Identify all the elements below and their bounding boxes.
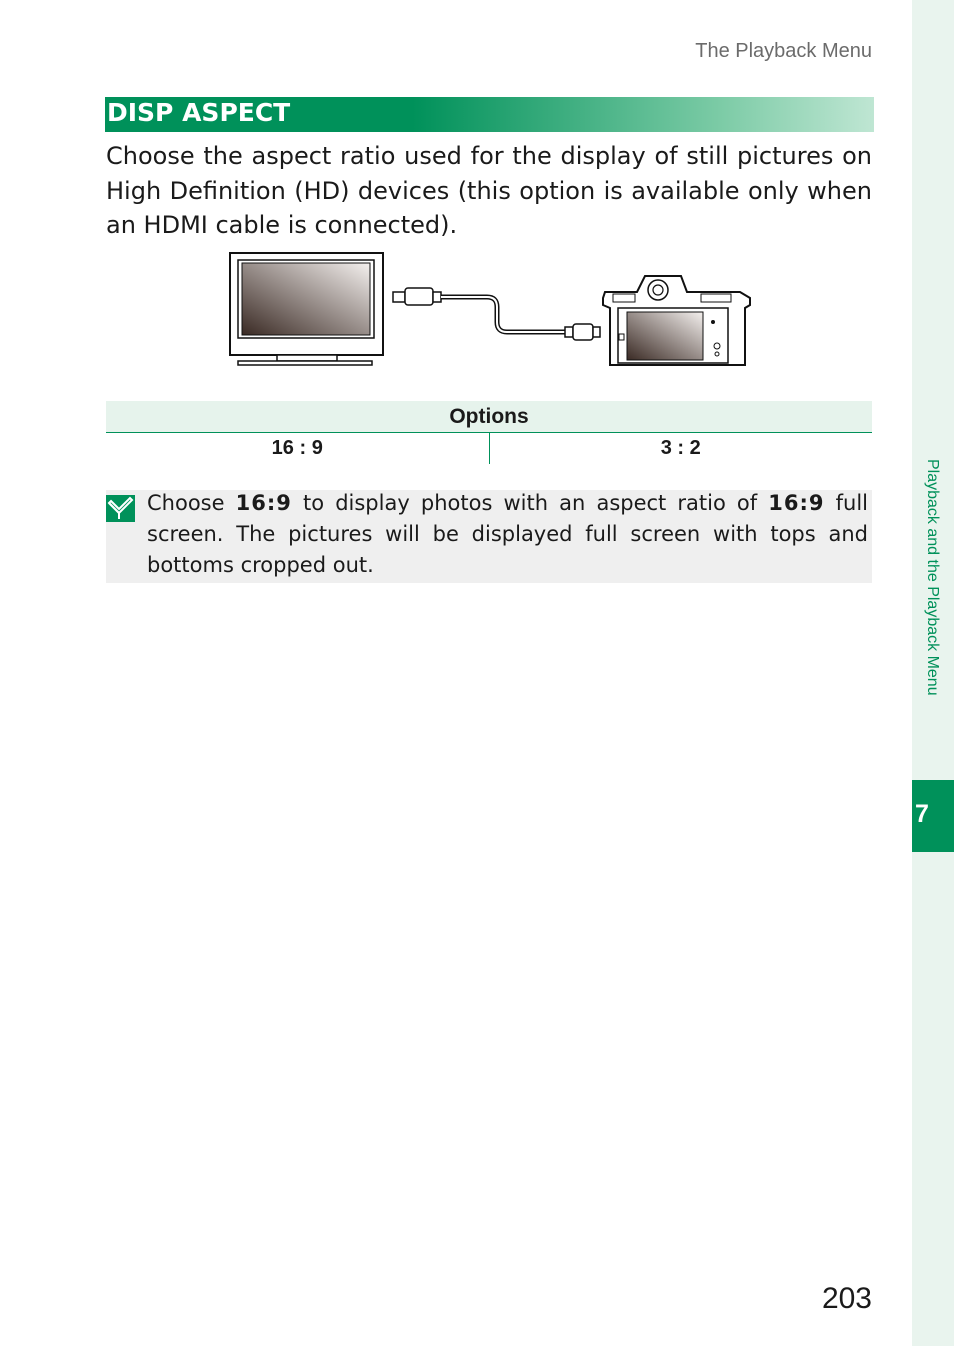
- note-aspect-value: 16:9: [768, 491, 825, 515]
- tv-hdmi-camera-illustration: [225, 250, 755, 370]
- note-box: [106, 490, 872, 583]
- chapter-number: 7: [915, 800, 929, 828]
- options-table-header: Options: [106, 401, 872, 433]
- note-aspect-value: 16:9: [235, 491, 292, 515]
- hdmi-cable-icon: [393, 288, 600, 340]
- chapter-label-text: Playback and the Playback Menu: [924, 459, 941, 696]
- note-text: [147, 488, 868, 581]
- note-icon: [106, 495, 135, 522]
- chapter-number-box: [912, 780, 954, 852]
- tv-icon: [230, 253, 383, 365]
- option-16-9: 16 : 9: [106, 433, 490, 464]
- section-heading-bar: [105, 97, 874, 132]
- intro-paragraph: Choose the aspect ratio used for the display of still pictures on High Definition (HD) devices (this option is available only when an HDMI cable is connected).: [106, 142, 872, 239]
- note-text-part: Choose: [147, 491, 236, 515]
- note-text-part: to display photos with an aspect ratio of: [291, 491, 769, 515]
- page-number: 203: [821, 1282, 872, 1315]
- camera-icon: [603, 276, 750, 365]
- option-3-2: 3 : 2: [660, 437, 701, 459]
- note-text-part: full screen. The pictures will be displayed full screen with tops and bottoms cropped out.: [147, 491, 869, 577]
- running-header: The Playback Menu: [695, 40, 872, 62]
- section-title: DISP ASPECT: [107, 98, 291, 127]
- chapter-side-label: [912, 459, 954, 771]
- options-table: [106, 401, 872, 464]
- options-row: [106, 433, 872, 464]
